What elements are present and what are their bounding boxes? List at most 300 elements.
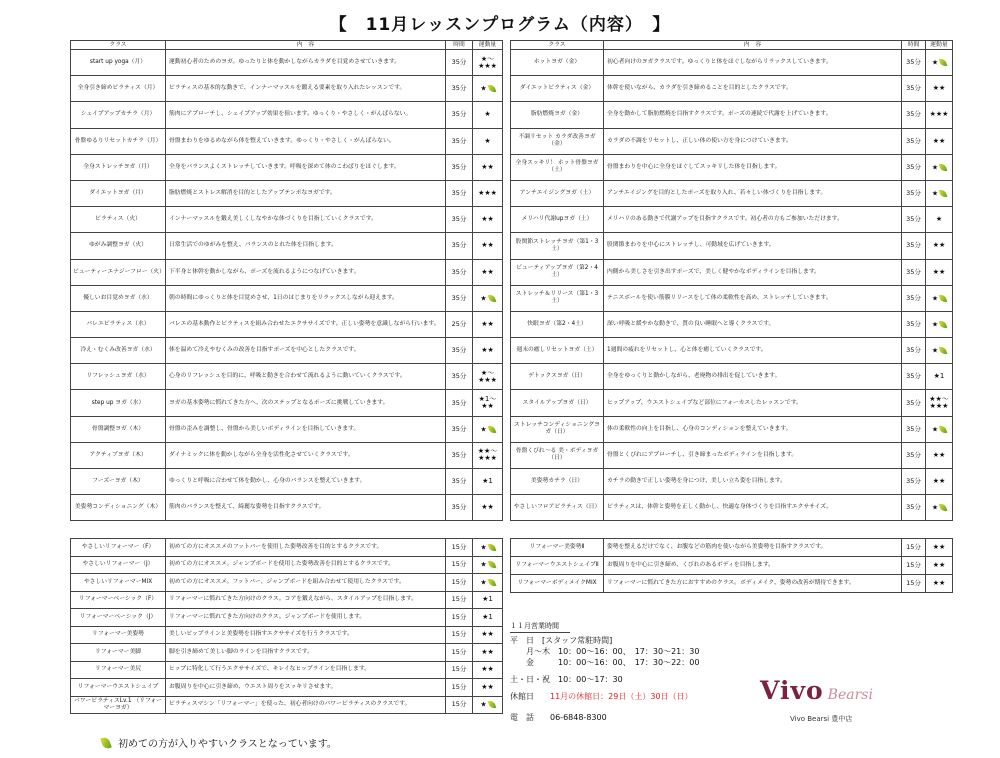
table-row bbox=[511, 259, 953, 285]
class-description-text: ヒップに特化して行うエクササイズで、キレイなヒップラインを目指します。 bbox=[169, 666, 370, 673]
class-name-text: 股関節ストレッチヨガ（第1・3土） bbox=[515, 238, 599, 252]
intensity-level bbox=[926, 128, 953, 154]
class-name-text: ダイエットヨガ（月） bbox=[89, 190, 147, 197]
table-row bbox=[71, 591, 503, 609]
class-description-text: 全身を動かして脂肪燃焼を目指すクラスです。ポーズの連続で代謝を上げていきます。 bbox=[607, 111, 832, 118]
class-description bbox=[604, 442, 902, 468]
hours-header: １１月営業時間 bbox=[510, 621, 570, 633]
class-duration bbox=[446, 50, 473, 76]
class-duration-text: 35分 bbox=[451, 241, 467, 250]
class-description bbox=[166, 233, 446, 259]
class-name-text: ピラティス（火） bbox=[95, 216, 141, 223]
class-name-text: リフォーマーボディメイクMIX bbox=[517, 580, 597, 586]
table-row bbox=[511, 390, 953, 416]
class-description-text: ヨガの基本姿勢に慣れてきた方へ、次のステップとなるポーズに挑戦していきます。 bbox=[169, 399, 389, 406]
table-row bbox=[71, 574, 503, 592]
class-description-text: 体幹を使いながら、カラダを引き締めることを目的としたクラスです。 bbox=[607, 85, 792, 92]
class-duration-text: 35分 bbox=[906, 241, 921, 250]
intensity-level-text: ★ bbox=[931, 294, 939, 303]
class-duration-text: 35分 bbox=[906, 346, 921, 355]
intensity-level-text: ★ bbox=[480, 84, 487, 93]
table-row bbox=[71, 128, 503, 154]
class-name bbox=[71, 233, 166, 259]
class-duration bbox=[902, 259, 926, 285]
class-duration bbox=[902, 311, 926, 337]
table-row bbox=[71, 285, 503, 311]
intensity-level bbox=[926, 285, 953, 311]
intensity-level-text: ★★ bbox=[932, 241, 946, 250]
class-description bbox=[604, 180, 902, 206]
class-duration-text: 35分 bbox=[451, 84, 467, 93]
class-name bbox=[511, 180, 604, 206]
table-row bbox=[511, 416, 953, 442]
intensity-level-text: ★ bbox=[480, 425, 487, 434]
class-description bbox=[604, 50, 902, 76]
class-description-text: お腹周りを中心に引き締め、くびれのあるボディを目指します。 bbox=[607, 562, 774, 568]
class-duration-text: 15分 bbox=[906, 543, 921, 551]
class-name-text: 不調リセット カラダ改善ヨガ（金） bbox=[518, 134, 596, 148]
class-name bbox=[71, 416, 166, 442]
intensity-level bbox=[473, 364, 503, 390]
table-row bbox=[71, 696, 503, 714]
class-name-text: 美姿勢コンディショニング（木） bbox=[74, 504, 162, 511]
class-name bbox=[71, 469, 166, 495]
class-name-text: シェイプアップカチラ（月） bbox=[80, 111, 156, 118]
intensity-level-text: ★ bbox=[484, 110, 491, 119]
reformer-table-right bbox=[510, 538, 953, 593]
class-duration-text: 35分 bbox=[451, 293, 467, 302]
intensity-level bbox=[473, 442, 503, 468]
class-name bbox=[511, 50, 604, 76]
intensity-level-text: ★ bbox=[484, 136, 491, 145]
intensity-level bbox=[926, 50, 953, 76]
intensity-level bbox=[473, 495, 503, 521]
class-duration bbox=[446, 679, 473, 697]
table-row bbox=[71, 626, 503, 644]
table-row bbox=[511, 495, 953, 521]
class-duration-text: 35分 bbox=[906, 424, 921, 433]
class-description-text: ヒップアップ、ウエストシェイプなど部位にフォーカスしたレッスンです。 bbox=[607, 399, 802, 406]
beginner-leaf-icon bbox=[487, 559, 496, 570]
class-description-text: 骨盤の歪みを調整し、骨盤から美しいボディラインを目指していきます。 bbox=[169, 425, 360, 432]
class-description-text: ピラティスは、体幹と姿勢を正しく動かし、快適な身体づくりを目指すエクササイズ。 bbox=[607, 504, 833, 511]
class-duration bbox=[446, 661, 473, 679]
class-name bbox=[71, 285, 166, 311]
class-duration-text: 15分 bbox=[451, 595, 467, 604]
class-name bbox=[71, 644, 166, 662]
class-duration bbox=[902, 233, 926, 259]
table-row bbox=[71, 442, 503, 468]
intensity-level-text: ★ bbox=[931, 503, 939, 512]
class-name bbox=[71, 50, 166, 76]
class-duration bbox=[902, 575, 926, 593]
intensity-level bbox=[926, 416, 953, 442]
class-description-text: 美しいピップラインと美姿勢を目指すエクササイズを行うクラスです。 bbox=[169, 631, 353, 638]
class-duration-text: 35分 bbox=[906, 319, 921, 328]
table-row bbox=[511, 338, 953, 364]
class-duration-text: 35分 bbox=[451, 162, 467, 171]
class-duration bbox=[902, 102, 926, 128]
class-description-text: 骨盤まわりをゆるめながら体を整えていきます。ゆっくり・やさしく・がんばらない。 bbox=[169, 137, 395, 144]
class-description bbox=[604, 495, 902, 521]
weekday-label: 平 日 bbox=[510, 636, 534, 645]
class-name-text: 美姿勢カチラ（日） bbox=[530, 478, 584, 485]
table-row bbox=[511, 154, 953, 180]
beginner-leaf-icon bbox=[487, 84, 496, 95]
class-description bbox=[166, 539, 446, 557]
class-name-text: start up yoga（月） bbox=[89, 59, 147, 66]
class-name-text: 週末の癒しリセットヨガ（土） bbox=[516, 347, 598, 354]
class-duration bbox=[446, 696, 473, 714]
class-description-text: 筋肉にアプローチし、シェイプアップ効果を狙います。ゆっくり・やさしく・がんばらない。 bbox=[169, 111, 412, 118]
col-header-class: クラス bbox=[511, 41, 604, 50]
class-duration-text: 35分 bbox=[451, 110, 467, 119]
class-duration-text: 15分 bbox=[451, 630, 467, 639]
class-name-text: フーズーヨガ（木） bbox=[92, 478, 144, 485]
class-name-text: 脂肪燃焼ヨガ（金） bbox=[530, 111, 584, 118]
class-description-text: メリハリのある動きで代謝アップを目指すクラスです。初心者の方もご参加いただけます。 bbox=[607, 216, 843, 223]
class-name bbox=[71, 311, 166, 337]
class-name bbox=[71, 180, 166, 206]
class-description bbox=[166, 696, 446, 714]
intensity-level-text: ★ bbox=[480, 294, 487, 303]
class-duration-text: 35分 bbox=[451, 189, 467, 198]
intensity-level-text: ★ bbox=[480, 543, 487, 552]
class-description bbox=[166, 609, 446, 627]
class-duration bbox=[446, 285, 473, 311]
class-duration-text: 35分 bbox=[906, 372, 921, 381]
class-description-text: ゆっくりと呼吸に合わせて体を動かし、心身のバランスを整えていきます。 bbox=[169, 478, 366, 485]
class-duration bbox=[902, 442, 926, 468]
class-name-text: 骨盤くびれ〜る 美・ボディヨガ（日） bbox=[515, 448, 599, 462]
intensity-level bbox=[473, 50, 503, 76]
class-description bbox=[604, 390, 902, 416]
phone-number: 06-6848-8300 bbox=[550, 713, 607, 722]
page-title: 【 11月レッスンプログラム（内容） 】 bbox=[329, 15, 671, 35]
class-name-text: リフォーマーベーシック（J） bbox=[79, 613, 157, 620]
intensity-level-text: ★★ bbox=[932, 579, 946, 587]
class-name-text: リフォーマーベーシック（F） bbox=[78, 596, 158, 603]
beginner-leaf-icon bbox=[939, 424, 948, 435]
intensity-level-text: ★ bbox=[931, 58, 939, 67]
class-description bbox=[166, 574, 446, 592]
class-duration bbox=[446, 207, 473, 233]
intensity-level-text: ★★ bbox=[481, 630, 494, 639]
class-description-text: 運動初心者のためのヨガ。ゆったりと体を動かしながらカラダを目覚めさせていきます。 bbox=[169, 59, 401, 66]
class-description-text: カチラの動きで正しい姿勢を身につけ、美しい立ち姿を目指します。 bbox=[607, 478, 786, 485]
table-row bbox=[511, 539, 953, 557]
class-description bbox=[166, 259, 446, 285]
class-name-text: パワーピラティスLv.1 （リフォーマーヨガ） bbox=[73, 697, 163, 711]
intensity-level bbox=[926, 469, 953, 495]
intensity-level-text: ★〜★★★ bbox=[478, 54, 497, 70]
class-name-text: ビューティアップヨガ（第2・4土） bbox=[516, 265, 598, 279]
class-description bbox=[166, 154, 446, 180]
class-name bbox=[511, 285, 604, 311]
table-row bbox=[511, 575, 953, 593]
class-name-text: 全身ストレッチヨガ（月） bbox=[83, 163, 153, 170]
class-duration-text: 15分 bbox=[451, 560, 467, 569]
table-row bbox=[511, 207, 953, 233]
class-duration-text: 35分 bbox=[906, 477, 921, 486]
brand-logo bbox=[760, 676, 920, 726]
class-duration bbox=[446, 233, 473, 259]
class-duration-text: 35分 bbox=[451, 136, 467, 145]
beginner-leaf-icon bbox=[939, 345, 948, 356]
class-duration bbox=[446, 644, 473, 662]
class-name bbox=[71, 102, 166, 128]
table-row bbox=[71, 539, 503, 557]
intensity-level bbox=[473, 574, 503, 592]
beginner-leaf-icon bbox=[487, 424, 496, 435]
class-name-text: リフレッシュヨガ（水） bbox=[86, 373, 150, 380]
class-name bbox=[71, 591, 166, 609]
intensity-level-text: ★★ bbox=[481, 503, 494, 512]
class-name-text: やさしいリフォーマーMIX bbox=[83, 578, 153, 585]
class-duration bbox=[446, 591, 473, 609]
intensity-level bbox=[926, 364, 953, 390]
class-duration-text: 35分 bbox=[451, 477, 467, 486]
class-name bbox=[511, 259, 604, 285]
phone-label: 電 話 bbox=[510, 713, 534, 722]
class-duration bbox=[446, 154, 473, 180]
intensity-level bbox=[473, 469, 503, 495]
lesson-table-right bbox=[510, 40, 953, 521]
beginner-leaf-icon bbox=[487, 577, 496, 588]
table-row bbox=[511, 128, 953, 154]
class-name-text: ゆがみ調整ヨガ（火） bbox=[89, 242, 147, 249]
class-name-text: メリハリ代謝upヨガ（土） bbox=[521, 216, 593, 223]
class-description-text: 股関節まわりを中心にストレッチし、可動域を広げていきます。 bbox=[607, 242, 775, 249]
class-description-text: 初心者向けのヨガクラスです。ゆっくりと体をほぐしながらリラックスしていきます。 bbox=[607, 59, 832, 66]
class-description-text: リフォーマーに慣れてきた方向けのクラス。コアを鍛えながら、スタイルアップを目指します。 bbox=[169, 596, 417, 603]
class-description-text: 初めての方にオススメ。ジャンプボードを使用した姿勢改善を目的とするクラスです。 bbox=[169, 561, 394, 568]
intensity-level-text: ★ bbox=[931, 425, 939, 434]
class-description bbox=[166, 661, 446, 679]
class-name-text: アンチエイジングヨガ（土） bbox=[519, 190, 595, 197]
intensity-level bbox=[473, 128, 503, 154]
footnote-text: 初めての方が入りやすいクラスとなっています。 bbox=[118, 739, 337, 750]
class-description bbox=[604, 259, 902, 285]
class-description bbox=[166, 679, 446, 697]
intensity-level-text: ★1 bbox=[482, 477, 493, 486]
intensity-level bbox=[473, 233, 503, 259]
class-name-text: ホットヨガ（金） bbox=[533, 59, 581, 66]
class-description-text: 日常生活でのゆがみを整え、バランスのとれた体を目指します。 bbox=[169, 242, 337, 249]
class-name-text: スタイルアップヨガ（日） bbox=[522, 399, 592, 406]
intensity-level bbox=[473, 207, 503, 233]
class-description-text: 姿勢を整えるだけでなく、お腹などの筋肉を使いながら美姿勢を目指すクラスです。 bbox=[607, 544, 827, 550]
intensity-level bbox=[473, 102, 503, 128]
table-row bbox=[511, 442, 953, 468]
class-name bbox=[511, 557, 604, 575]
class-duration bbox=[902, 128, 926, 154]
intensity-level-text: ★★ bbox=[932, 267, 946, 276]
intensity-level-text: ★★ bbox=[932, 84, 946, 93]
intensity-level bbox=[473, 644, 503, 662]
class-name bbox=[511, 364, 604, 390]
class-description-text: 骨盤まわりを中心に全身をほぐしてスッキリした体を目指します。 bbox=[607, 163, 781, 170]
class-description-text: リフォーマーに慣れてきた方向けのクラス。ジャンプボードを使用します。 bbox=[169, 613, 366, 620]
class-description-text: バレエの基本動作とピラティスを組み合わせたエクササイズです。正しい姿勢を意識しながら行います。 bbox=[169, 320, 440, 327]
class-description bbox=[604, 469, 902, 495]
intensity-level bbox=[473, 661, 503, 679]
class-name bbox=[71, 539, 166, 557]
logo-bearsi: Bearsi bbox=[827, 687, 873, 703]
intensity-level-text: ★ bbox=[935, 215, 943, 224]
class-name bbox=[71, 207, 166, 233]
col-header-level: 運動量 bbox=[926, 41, 953, 50]
class-name-text: リフォーマー美脚 bbox=[94, 648, 142, 655]
intensity-level bbox=[926, 575, 953, 593]
table-row bbox=[511, 102, 953, 128]
class-duration-text: 35分 bbox=[906, 84, 921, 93]
class-duration-text: 35分 bbox=[906, 503, 921, 512]
intensity-level bbox=[926, 442, 953, 468]
class-name bbox=[71, 364, 166, 390]
class-duration bbox=[902, 364, 926, 390]
table-row bbox=[71, 102, 503, 128]
intensity-level-text: ★★〜★★★ bbox=[477, 447, 498, 463]
intensity-level bbox=[926, 154, 953, 180]
table-row bbox=[71, 338, 503, 364]
intensity-level bbox=[473, 609, 503, 627]
table-row bbox=[511, 311, 953, 337]
class-name bbox=[511, 311, 604, 337]
class-duration bbox=[446, 128, 473, 154]
class-description bbox=[604, 364, 902, 390]
class-name bbox=[71, 661, 166, 679]
table-row bbox=[71, 76, 503, 102]
intensity-level-text: ★★ bbox=[481, 319, 494, 328]
class-description-text: 内側から美しさを引き出すポーズで、美しく健やかなボディラインを目指します。 bbox=[607, 268, 820, 275]
intensity-level bbox=[473, 556, 503, 574]
class-duration bbox=[902, 469, 926, 495]
class-duration bbox=[446, 259, 473, 285]
intensity-level-text: ★★ bbox=[481, 682, 494, 691]
class-duration bbox=[446, 556, 473, 574]
class-name-text: やさしいリフォーマー（J） bbox=[82, 561, 154, 568]
class-duration-text: 35分 bbox=[451, 215, 467, 224]
class-duration bbox=[902, 50, 926, 76]
class-description bbox=[604, 128, 902, 154]
table-row bbox=[71, 679, 503, 697]
class-name bbox=[71, 609, 166, 627]
class-description-text: 朝の時間にゆっくりと体を目覚めさせ、1日のはじまりをリラックスしながら迎えます。 bbox=[169, 294, 398, 301]
beginner-leaf-icon bbox=[939, 162, 948, 173]
class-duration-text: 15分 bbox=[906, 561, 921, 569]
class-name-text: 優しいお目覚めヨガ（水） bbox=[83, 294, 153, 301]
col-header-duration: 時間 bbox=[902, 41, 926, 50]
class-duration-text: 15分 bbox=[451, 682, 467, 691]
class-name bbox=[71, 574, 166, 592]
class-name-text: やさしいフロアピラティス（日） bbox=[513, 504, 601, 511]
intensity-level-text: ★★ bbox=[481, 267, 494, 276]
class-description bbox=[166, 207, 446, 233]
class-duration-text: 35分 bbox=[906, 136, 921, 145]
class-name bbox=[71, 128, 166, 154]
footnote bbox=[100, 735, 337, 750]
class-duration-text: 15分 bbox=[451, 612, 467, 621]
intensity-level-text: ★ bbox=[480, 578, 487, 587]
table-row bbox=[71, 154, 503, 180]
intensity-level bbox=[473, 76, 503, 102]
closed-days: 11月の休館日：29日（土）30日（日） bbox=[550, 692, 693, 701]
intensity-level-text: ★1 bbox=[933, 372, 945, 381]
table-row bbox=[71, 495, 503, 521]
class-description bbox=[604, 338, 902, 364]
intensity-level-text: ★ bbox=[931, 346, 939, 355]
table-row bbox=[511, 469, 953, 495]
class-duration bbox=[446, 442, 473, 468]
class-description bbox=[604, 539, 902, 557]
intensity-level-text: ★1〜★★ bbox=[478, 395, 497, 411]
class-duration-text: 35分 bbox=[451, 424, 467, 433]
intensity-level bbox=[473, 591, 503, 609]
intensity-level-text: ★★ bbox=[481, 241, 494, 250]
class-name-text: 全身スッキリ！ ホット骨盤ヨガ（土） bbox=[515, 160, 599, 174]
table-row bbox=[511, 285, 953, 311]
table-row bbox=[71, 390, 503, 416]
intensity-level-text: ★ bbox=[931, 189, 939, 198]
intensity-level-text: ★★ bbox=[932, 136, 946, 145]
class-description-text: 全身をバランスよくストレッチしていきます。呼吸を深めて体のこわばりをほぐします。 bbox=[169, 163, 400, 170]
intensity-level-text: ★〜★★★ bbox=[478, 368, 497, 384]
class-name-text: リフォーマー美尻 bbox=[94, 666, 142, 673]
class-name-text: やさしいリフォーマー（F） bbox=[81, 543, 155, 550]
class-name bbox=[511, 442, 604, 468]
class-description-text: 筋肉のバランスを整えて、綺麗な姿勢を目指すクラスです。 bbox=[169, 504, 325, 511]
class-duration bbox=[446, 609, 473, 627]
class-name bbox=[511, 154, 604, 180]
class-name-text: リフォーマー美姿勢 bbox=[92, 631, 144, 638]
intensity-level-text: ★★ bbox=[481, 346, 494, 355]
table-row bbox=[71, 233, 503, 259]
class-description-text: インナーマッスルを鍛え美しくしなやかな体づくりを目指していくクラスです。 bbox=[169, 216, 377, 223]
intensity-level-text: ★★ bbox=[481, 215, 494, 224]
class-name-text: 冷え・むくみ改善ヨガ（水） bbox=[80, 347, 156, 354]
class-name bbox=[71, 259, 166, 285]
intensity-level bbox=[926, 390, 953, 416]
reformer-table-left bbox=[70, 538, 503, 714]
class-name bbox=[511, 469, 604, 495]
table-row bbox=[71, 416, 503, 442]
table-row bbox=[71, 644, 503, 662]
class-name bbox=[511, 575, 604, 593]
class-description bbox=[166, 285, 446, 311]
beginner-leaf-icon bbox=[487, 699, 496, 710]
class-description-text: ダイナミックに体を動かしながら全身を活性化させていくクラスです。 bbox=[169, 451, 354, 458]
class-name bbox=[511, 128, 604, 154]
class-name-text: リフォーマーウエストシェイプⅡ bbox=[515, 562, 599, 568]
intensity-level bbox=[926, 539, 953, 557]
class-name bbox=[71, 556, 166, 574]
table-row bbox=[71, 364, 503, 390]
class-name-text: バレエピラティス（水） bbox=[86, 320, 150, 327]
class-description-text: 心身のリフレッシュを目的に、呼吸と動きを合わせて流れるように動いていくクラスです。 bbox=[169, 373, 406, 380]
class-description bbox=[166, 495, 446, 521]
intensity-level bbox=[926, 180, 953, 206]
beginner-leaf-icon bbox=[939, 57, 948, 68]
intensity-level bbox=[473, 390, 503, 416]
table-row bbox=[511, 557, 953, 575]
class-name-text: ビューティーエナジーフロー（火） bbox=[73, 268, 165, 275]
class-duration-text: 35分 bbox=[906, 267, 921, 276]
class-description-text: テニスボールを使い筋膜リリースをして体の柔軟性を高め、ストレッチしていきます。 bbox=[607, 294, 832, 301]
intensity-level-text: ★★〜★★★ bbox=[929, 395, 949, 411]
class-description bbox=[166, 390, 446, 416]
class-duration-text: 15分 bbox=[451, 665, 467, 674]
